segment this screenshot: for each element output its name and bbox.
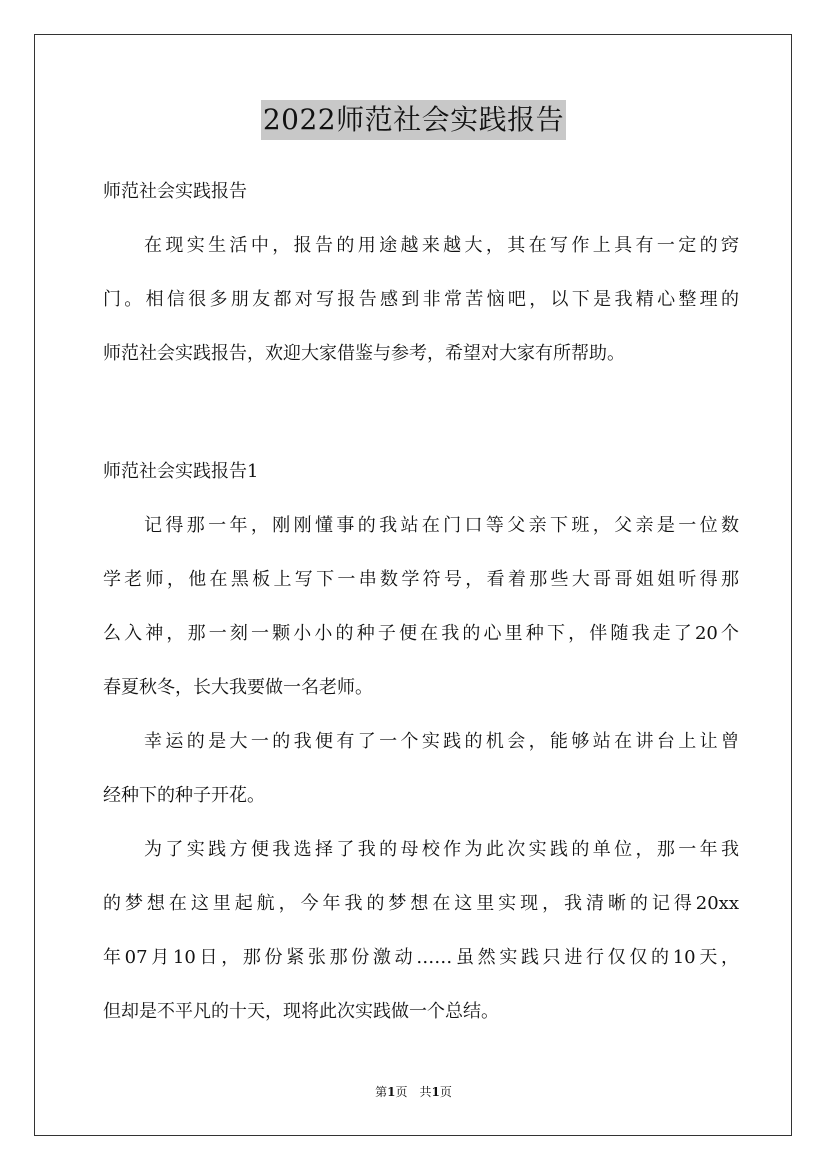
paragraph-line: 年07月10日，那份紧张那份激动……虽然实践只进行仅仅的10天，: [103, 947, 739, 968]
section-heading: 师范社会实践报告1: [103, 461, 259, 482]
intro-line: 门。相信很多朋友都对写报告感到非常苦恼吧，以下是我精心整理的: [103, 289, 739, 310]
intro-line: 师范社会实践报告，欢迎大家借鉴与参考，希望对大家有所帮助。: [103, 343, 625, 364]
footer-page-total: 1: [431, 1085, 440, 1099]
footer-page-current: 1: [387, 1085, 396, 1099]
title-container: [0, 100, 827, 140]
paragraph-line: 经种下的种子开花。: [103, 785, 265, 806]
document-title: 2022师范社会实践报告: [261, 100, 566, 140]
paragraph-line: 记得那一年，刚刚懂事的我站在门口等父亲下班，父亲是一位数: [144, 515, 739, 536]
subtitle: 师范社会实践报告: [103, 181, 247, 202]
page-footer: [0, 1084, 827, 1100]
paragraph-line: 为了实践方便我选择了我的母校作为此次实践的单位，那一年我: [144, 839, 739, 860]
footer-page-prefix: 第: [375, 1085, 388, 1099]
paragraph-line: 学老师，他在黑板上写下一串数学符号，看着那些大哥哥姐姐听得那: [103, 569, 739, 590]
footer-page-suffix: 页: [439, 1085, 452, 1099]
paragraph-line: 幸运的是大一的我便有了一个实践的机会，能够站在讲台上让曾: [144, 731, 739, 752]
intro-line: 在现实生活中，报告的用途越来越大，其在写作上具有一定的窍: [144, 235, 739, 256]
document-body: [103, 170, 739, 1044]
paragraph-line: 么入神，那一刻一颗小小的种子便在我的心里种下，伴随我走了20个: [103, 623, 739, 644]
footer-page-mid: 页 共: [395, 1085, 432, 1099]
paragraph-line: 的梦想在这里起航，今年我的梦想在这里实现，我清晰的记得20xx: [103, 893, 739, 914]
paragraph-line: 春夏秋冬，长大我要做一名老师。: [103, 677, 373, 698]
paragraph-gap: [103, 386, 739, 450]
paragraph-line: 但却是不平凡的十天，现将此次实践做一个总结。: [103, 1001, 499, 1022]
